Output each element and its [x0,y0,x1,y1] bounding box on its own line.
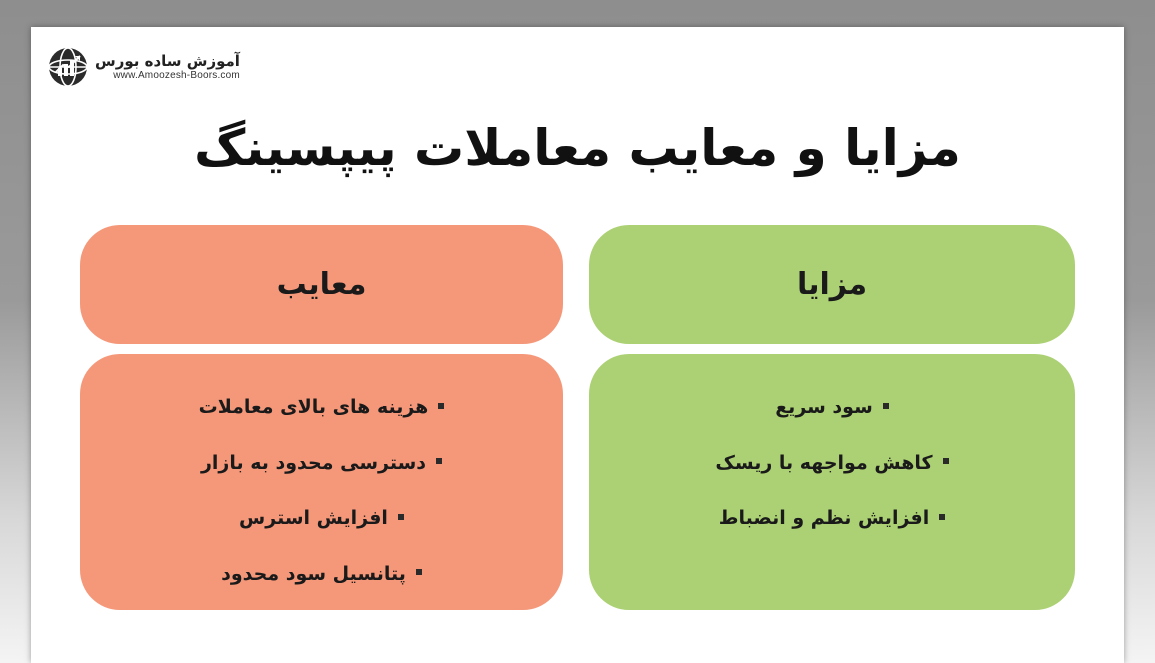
bullet-icon [883,403,889,409]
bullet-icon [416,569,422,575]
item-text: افزایش استرس [239,507,388,529]
cons-header [80,225,563,344]
list-item [80,448,563,504]
globe-chart-icon [47,46,89,88]
cons-panel [80,354,563,610]
bullet-icon [436,458,442,464]
list-item [80,559,563,615]
bullet-icon [943,458,949,464]
brand-logo[interactable] [47,46,240,88]
infographic-card [31,27,1124,663]
bullet-icon [438,403,444,409]
item-text: پتانسیل سود محدود [221,562,406,585]
brand-text [95,53,240,81]
list-item [80,503,563,559]
item-text: هزینه های بالای معاملات [198,396,429,418]
pros-panel [589,354,1075,610]
cons-list [80,392,563,614]
pros-header-label: مزایا [796,267,868,302]
bullet-icon [939,514,945,520]
list-item [80,392,563,448]
brand-name: آموزش ساده بورس [95,52,240,71]
item-text: سود سریع [775,396,873,418]
brand-url: www.Amoozesh-Boors.com [113,69,240,81]
list-item [589,448,1075,504]
page-title: مزایا و معایب معاملات پیپسینگ [194,119,961,177]
bullet-icon [398,514,404,520]
list-item [589,503,1075,559]
pros-list [589,392,1075,559]
cons-header-label: معایب [276,267,367,302]
item-text: دسترسی محدود به بازار [200,451,427,474]
pros-header [589,225,1075,344]
item-text: افزایش نظم و انضباط [718,507,930,529]
list-item [589,392,1075,448]
item-text: کاهش مواجهه با ریسک [715,451,933,474]
